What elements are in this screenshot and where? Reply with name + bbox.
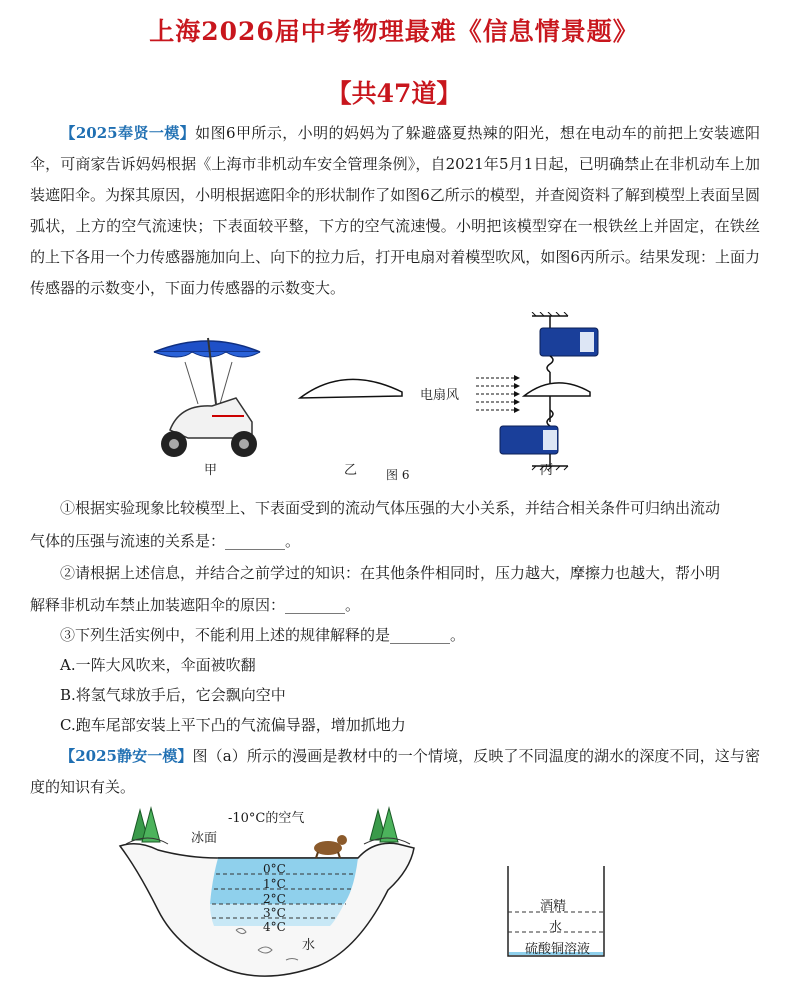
q1-paragraph [30,118,760,304]
q1-sub2-line1: ②请根据上述信息，并结合之前学过的知识：在其他条件相同时，压力越大，摩擦力也越大，帮小明 [60,564,721,582]
beaker-layer-alcohol: 酒精 [540,899,567,914]
trees-right-image [364,808,410,844]
q1-sub3: ③下列生活实例中，不能利用上述的规律解释的是________。 [60,626,466,644]
figure-label-a: 甲 [204,463,218,478]
q1-sub2-line2: 解释非机动车禁止加装遮阳伞的原因：________。 [30,596,361,614]
water-label: 水 [302,938,316,953]
temp-4: 4°C [263,920,286,934]
fan-label: 电扇风 [420,388,460,403]
air-temperature-label: -10°C的空气 [228,811,305,826]
temp-3: 3°C [263,906,286,920]
q1-sub1-line2: 气体的压强与流速的关系是：________。 [30,532,301,550]
temp-1: 1°C [263,877,286,891]
wind-arrow-heads [514,375,520,413]
q2-intro: 图（a）所示的漫画是教材中的一个情境，反映了不同温度的湖水的深度不同，这与密度的知识有关。 [30,747,760,796]
figure-label-b: 乙 [344,463,358,478]
airfoil-model [300,379,402,398]
option-c: C.跑车尾部安装上平下凸的气流偏导器，增加抓地力 [60,716,406,734]
temp-0: 0°C [263,862,286,876]
option-a: A.一阵大风吹来，伞面被吹翻 [60,656,256,674]
page-title: 上海2026届中考物理最难《信息情景题》 [149,17,639,46]
q1-intro: 如图6甲所示，小明的妈妈为了躲避盛夏热辣的阳光，想在电动车的前把上安装遮阳伞，可商家告诉妈妈根据《上海市非机动车安全管理条例》，自2021年5月1日起，已明确禁止在非机动车上加装遮阳伞。为探其原因，小明根据遮阳伞的形状制作了如图6乙所示的模型，并查阅资料了解到模型上表面呈圆弧状，上方的空气流速快；下表面较平整，下方的空气流速慢。小明把该模型穿在一根铁丝上并固定，在铁丝的上下各用一个力传感器施加向上、向下的拉力后，打开电扇对着模型吹风，如图6丙所示。结果发现：上面力传感器的示数变小，下面力传感器的示数变大。 [30,124,760,297]
temp-2: 2°C [263,892,286,906]
q1-sub1-line1: ①根据实验现象比较模型上、下表面受到的流动气体压强的大小关系，并结合相关条件可归纳出流动 [60,499,721,517]
q2-paragraph [30,741,760,803]
figure-label-c: 丙 [540,463,554,478]
beaker-layer-copper-sulfate: 硫酸铜溶液 [525,942,591,957]
q2-tag: 【2025静安一模】 [60,747,193,765]
trees-left-image [126,808,168,844]
sensor-setup [500,312,598,470]
question-count: 【共47道】 [326,79,462,108]
figure-caption: 图 6 [386,468,410,482]
q1-tag: 【2025奉贤一模】 [60,124,196,142]
beaker-layer-water: 水 [549,920,563,935]
ice-surface-label: 冰面 [191,831,218,846]
dog-image [314,835,347,858]
wind-arrows [476,378,514,410]
scooter-with-umbrella-image [154,338,260,457]
option-b: B.将氢气球放手后，它会飘向空中 [60,686,286,704]
